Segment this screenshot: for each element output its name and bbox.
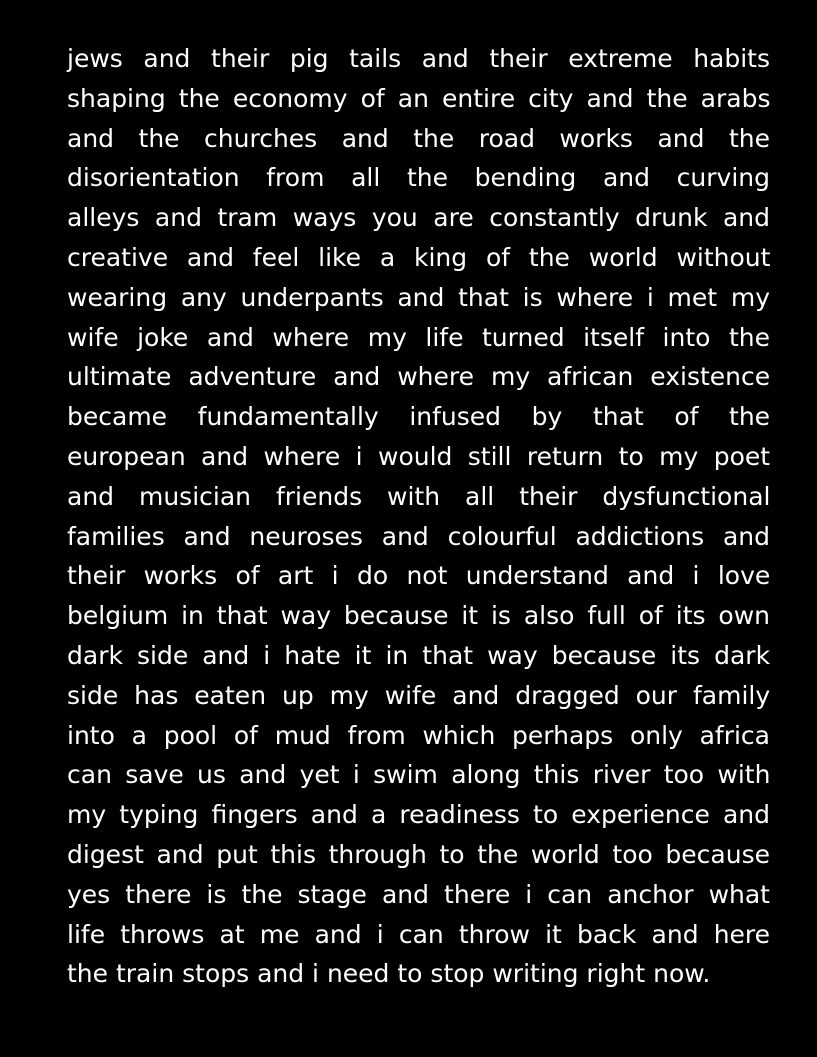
text-line-16: dark side and i hate it in that way because its dark xyxy=(67,640,771,670)
text-line-4: disorientation from all the bending and curving xyxy=(67,163,770,193)
text-line-1: jews and their pig tails and their extreme habits xyxy=(67,44,770,73)
text-line-22: yes there is the stage and there i can anchor what xyxy=(67,879,770,909)
text-line-13: families and neuroses and colourful addictions and xyxy=(67,521,770,551)
text-line-7: wearing any underpants and that is where i met my xyxy=(67,282,770,312)
text-line-9: ultimate adventure and where my african existence xyxy=(67,362,771,392)
text-line-18: into a pool of mud from which perhaps only africa xyxy=(67,720,770,750)
text-line-3: and the churches and the road works and the xyxy=(67,123,770,153)
text-line-14: their works of art i do not understand and i love xyxy=(67,561,771,591)
text-line-23: life throws at me and i can throw it back and here xyxy=(67,919,771,949)
text-line-15: belgium in that way because it is also full of its own xyxy=(67,601,770,631)
text-line-8: wife joke and where my life turned itself into the xyxy=(67,322,770,352)
text-line-5: alleys and tram ways you are constantly drunk and xyxy=(67,203,770,233)
text-line-2: shaping the economy of an entire city and the arabs xyxy=(67,83,771,113)
text-line-12: and musician friends with all their dysfunctional xyxy=(67,481,771,511)
text-line-11: european and where i would still return to my poet xyxy=(67,441,771,471)
text-line-24: the train stops and i need to stop writing right now. xyxy=(67,959,711,989)
text-line-6: creative and feel like a king of the world without xyxy=(67,242,771,272)
body-text xyxy=(67,39,770,994)
text-line-19: can save us and yet i swim along this river too with xyxy=(67,760,771,790)
text-line-17: side has eaten up my wife and dragged our family xyxy=(67,680,771,710)
text-line-10: became fundamentally infused by that of the xyxy=(67,402,771,432)
text-line-21: digest and put this through to the world too because xyxy=(67,839,770,869)
text-line-20: my typing fingers and a readiness to experience and xyxy=(67,800,770,830)
